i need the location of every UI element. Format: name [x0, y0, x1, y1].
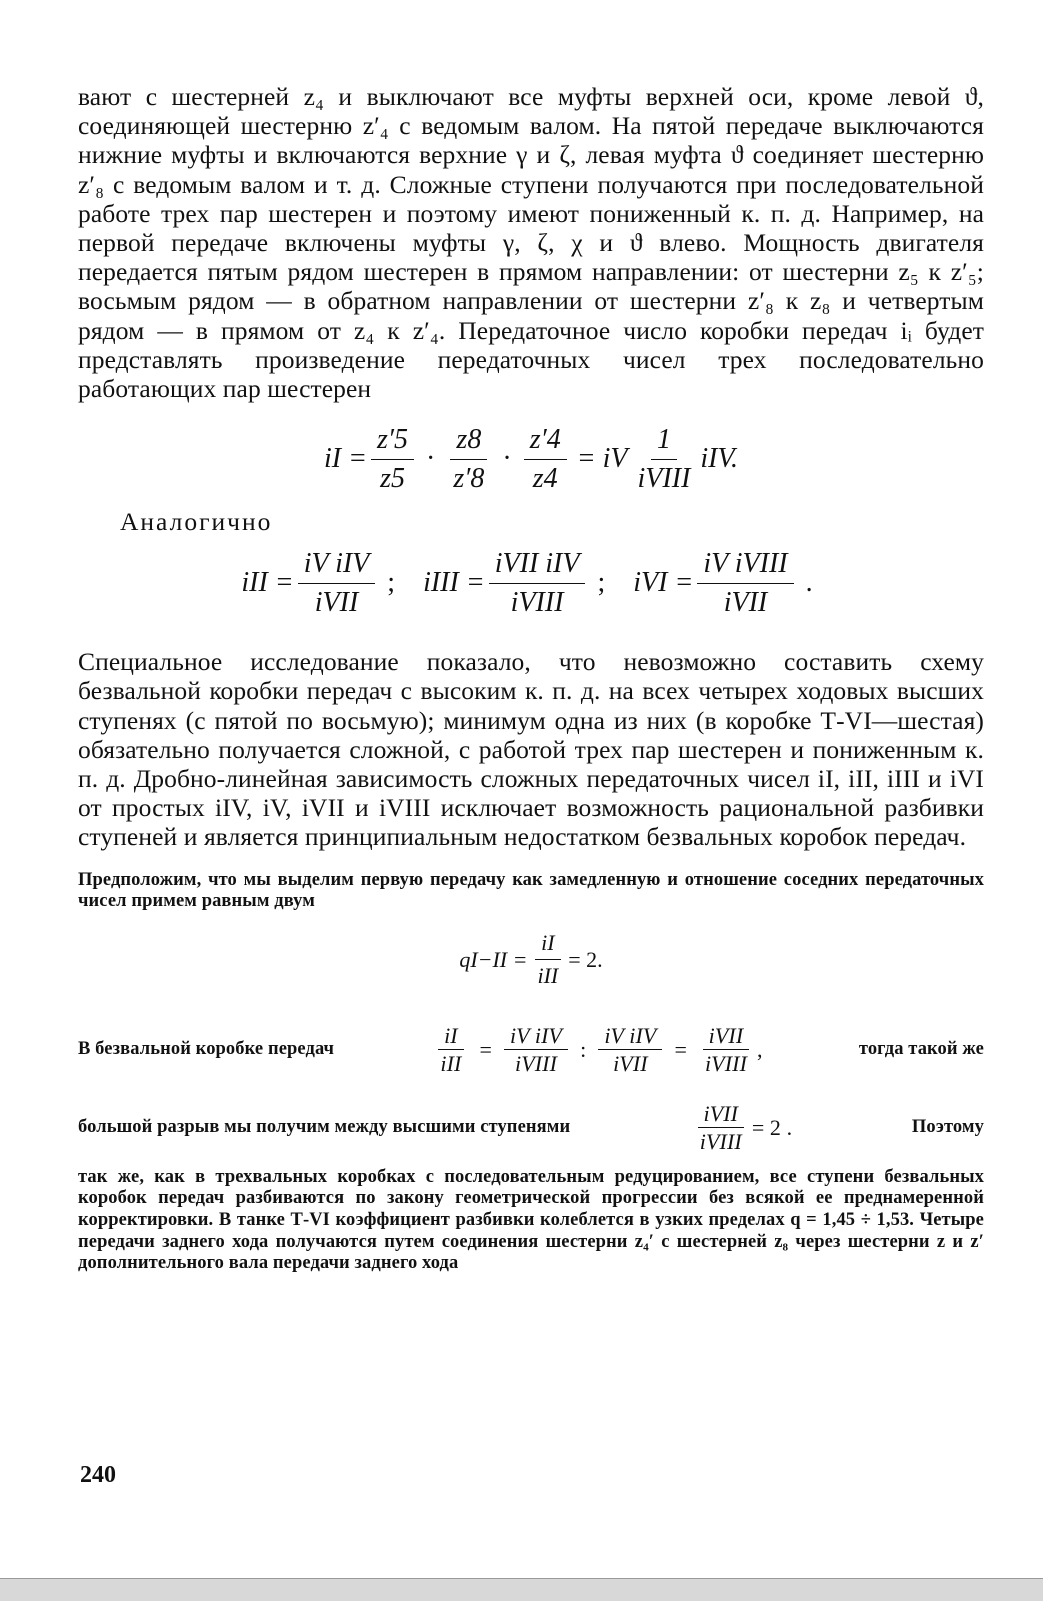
page-number: 240 — [80, 1462, 116, 1488]
eq2-a-lhs: iII = — [241, 567, 294, 599]
eq2-c-lhs: iVI = — [633, 567, 694, 599]
eq5-frac: $\frac{\text{iVII}}{\text{iVIII}}$ — [694, 1103, 748, 1153]
p4-right: тогда такой же — [858, 1039, 984, 1060]
eq2-frac-a: $\frac{\text{iV iIV}}{\text{iVII}}$ — [298, 548, 376, 619]
equation-high — [690, 1100, 793, 1155]
formula-line-1 — [78, 1015, 984, 1085]
page-content — [78, 82, 984, 1275]
p4-left: В безвальной коробке передач — [78, 1039, 335, 1060]
eq1-frac-1: $\frac{z'5}{z5}$ — [371, 424, 414, 495]
equation-ratio: $\frac{iI}{\text{iII}}$ = $\frac{\text{iV iIV}}{\text{iVIII}}$ : $\frac{\text{iV iIV}}{\text{iVII}}$ = $\frac{\text{iVII}}{\text{iVIII}}$ , — [430, 1025, 762, 1075]
eq1-frac-3: $\frac{z'4}{z4}$ — [524, 424, 567, 495]
analog-label: Аналогично — [120, 507, 273, 537]
eq4-frac-3: $\frac{\text{iV iIV}}{\text{iVII}}$ — [598, 1025, 662, 1075]
eq3-lhs: qI−II = — [459, 946, 528, 972]
eq5-rhs: = 2 . — [751, 1115, 793, 1141]
eq3-frac: $\frac{iI}{\text{iII}}$ — [531, 930, 564, 989]
equation-i1: iI = $\frac{z'5}{z5}$ · $\frac{z8}{z'8}$ · $\frac{z'4}{z4}$ = iV $\frac{1}{\text{iVIII}}$ iIV. — [324, 423, 738, 494]
eq1-lhs: iI = — [324, 443, 367, 475]
eq4-frac-1: $\frac{iI}{\text{iII}}$ — [434, 1025, 467, 1075]
equation-analog: iII = $\frac{\text{iV iIV}}{\text{iVII}}$ ; iIII = $\frac{\text{iVII iIV}}{\text{iVIII}}$ ; iVI = $\frac{\text{iV iVIII}}{\text{iVII}}$ . — [241, 547, 813, 618]
eq2-b-lhs: iIII = — [423, 567, 485, 599]
eq1-frac-2: $\frac{z8}{z'8}$ — [447, 424, 490, 495]
scan-bottom-edge — [0, 1578, 1043, 1601]
eq3-rhs: = 2. — [568, 946, 603, 972]
eq4-frac-2: $\frac{\text{iV iIV}}{\text{iVIII}}$ — [504, 1025, 568, 1075]
formula-line-2 — [78, 1095, 984, 1161]
paragraph-6: так же, как в трехвальных коробках с последовательным редуцированием, все ступени безвальных коробок передач разбиваются по закону геометрической прогрессии без всякой ее преднамеренной корректировки. В танке Т-VI коэффициент разбивки колеблется в узких пределах q = 1,45 ÷ 1,53. Четыре передачи заднего хода получаются путем соединения шестерни z₄′ с шестерней z₈ через шестерни z и z′ дополнительного вала передачи заднего хода — [78, 1166, 984, 1274]
p5-left: большой разрыв мы получим между высшими ступенями — [78, 1117, 571, 1138]
paragraph-1: вают с шестерней z₄ и выключают все муфты верхней оси, кроме левой ϑ, соединяющей шестерню z′₄ с ведомым валом. На пятой передаче выключаются нижние муфты и включаются верхние γ и ζ, левая муфта ϑ соединяет шестерню z′₈ с ведомым валом и т. д. Сложные ступени получаются при последовательной работе трех пар шестерен и поэтому имеют пониженный к. п. д. Например, на первой передаче включены муфты γ, ζ, χ и ϑ влево. Мощность двигателя передается пятым рядом шестерен в прямом направлении: от шестерни z₅ к z′₅; восьмым рядом — в обратном направлении от шестерни z′₈ к z₈ и четвертым рядом — в прямом от z₄ к z′₄. Передаточное число коробки передач iᵢ будет представлять произведение передаточных чисел трех последовательно работающих пар шестерен — [78, 82, 984, 404]
eq1-rhs-b: iIV. — [700, 443, 738, 475]
eq4-frac-4: $\frac{\text{iVII}}{\text{iVIII}}$ — [699, 1025, 753, 1075]
paragraph-3: Предположим, что мы выделим первую передачу как замедленную и отношение соседних передаточных чисел примем равным двум — [78, 869, 984, 912]
eq1-rhs-a: = iV — [576, 443, 628, 475]
paragraph-2: Специальное исследование показало, что невозможно составить схему безвальной коробки передач с высоким к. п. д. на всех четырех ходовых высших ступенях (с пятой по восьмую); минимум одна из них (в коробке Т-VI—шестая) обязательно получается сложной, с работой трех пар шестерен и пониженным к. п. д. Дробно-линейная зависимость сложных передаточных чисел iI, iII, iIII и iVI от простых iIV, iV, iVII и iVIII исключает возможность рациональной разбивки ступеней и является принципиальным недостатком безвальных коробок передач. — [78, 647, 984, 852]
equation-q — [78, 921, 984, 999]
eq2-frac-b: $\frac{\text{iVII iIV}}{\text{iVIII}}$ — [489, 548, 586, 619]
eq1-frac-4: $\frac{1}{\text{iVIII}}$ — [637, 423, 691, 494]
p5-right: Поэтому — [911, 1117, 984, 1138]
eq2-frac-c: $\frac{\text{iV iVIII}}{\text{iVII}}$ — [697, 548, 793, 619]
